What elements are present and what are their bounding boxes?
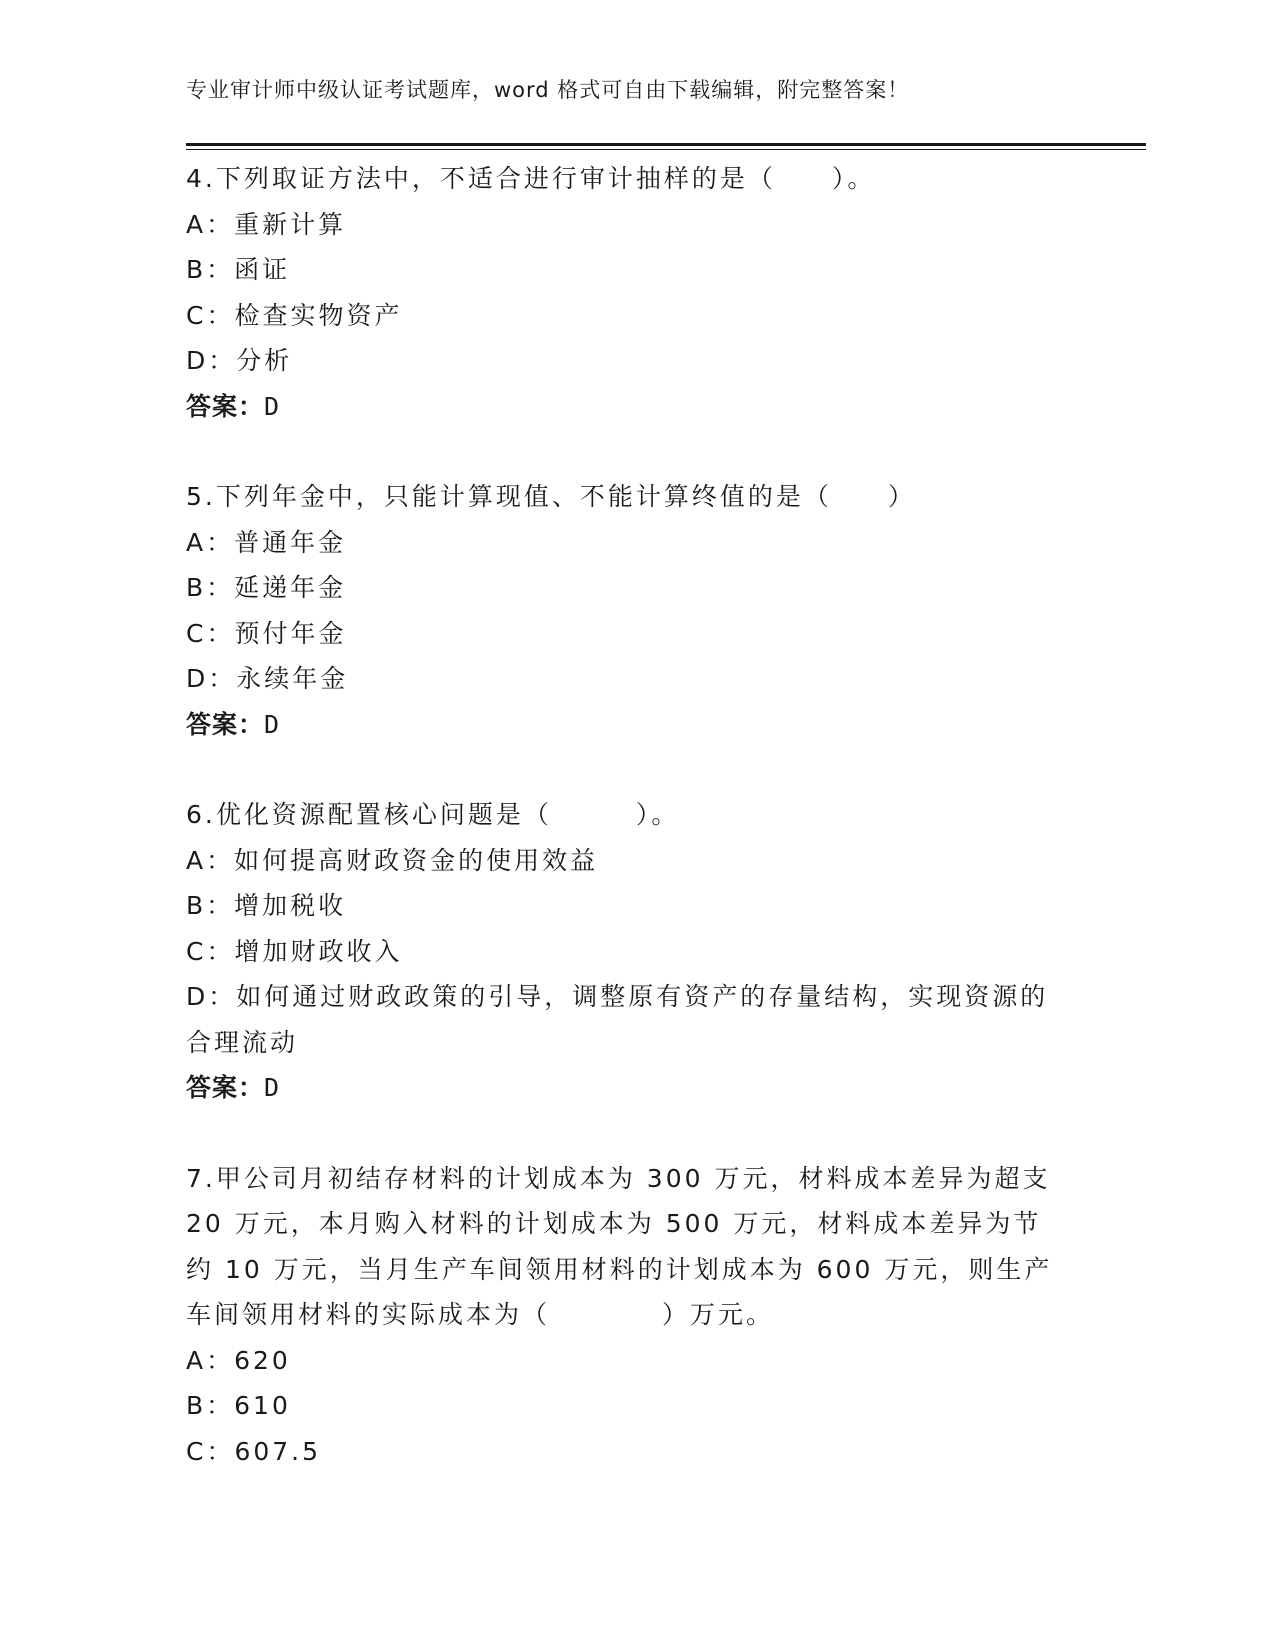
question-6 xyxy=(186,792,1086,1111)
answer-value: D xyxy=(264,709,281,739)
option-b: B：延递年金 xyxy=(186,573,347,602)
option-d: D：如何通过财政政策的引导，调整原有资产的存量结构，实现资源的合理流动 xyxy=(186,982,1049,1057)
option-c: C：增加财政收入 xyxy=(186,936,403,966)
option-c: C：预付年金 xyxy=(186,618,347,648)
question-5 xyxy=(186,474,1086,747)
option-a: A：重新计算 xyxy=(186,209,347,239)
option-d: D：分析 xyxy=(186,346,293,375)
question-stem: 5.下列年金中，只能计算现值、不能计算终值的是（ ） xyxy=(186,482,916,511)
answer-label: 答案： xyxy=(186,709,265,739)
option-a: A：620 xyxy=(186,1345,291,1375)
page-header: 专业审计师中级认证考试题库，word 格式可自由下载编辑，附完整答案！ xyxy=(186,78,910,102)
question-stem: 6.优化资源配置核心问题是（ ）。 xyxy=(186,800,680,829)
answer-value: D xyxy=(264,391,281,421)
question-7 xyxy=(186,1156,1086,1475)
answer xyxy=(186,384,1086,430)
option-d: D：永续年金 xyxy=(186,664,349,693)
question-list xyxy=(186,156,1086,1519)
question-4 xyxy=(186,156,1086,429)
answer xyxy=(186,1065,1086,1111)
answer-label: 答案： xyxy=(186,1073,265,1102)
question-stem: 4.下列取证方法中，不适合进行审计抽样的是（ ）。 xyxy=(186,164,876,193)
header-divider-thin xyxy=(186,149,1146,150)
option-b: B：增加税收 xyxy=(186,891,347,920)
option-c: C：检查实物资产 xyxy=(186,300,403,330)
question-stem: 7.甲公司月初结存材料的计划成本为 300 万元，材料成本差异为超支 20 万元，本月购入材料的计划成本为 500 万元，材料成本差异为节约 10 万元，当月生产车间领用材料的计划成本为 600 万元，则生产车间领用材料的实际成本为（ ）万元。 xyxy=(186,1163,1053,1329)
answer-label: 答案： xyxy=(186,391,265,421)
answer-value: D xyxy=(264,1073,281,1102)
option-a: A：如何提高财政资金的使用效益 xyxy=(186,845,599,875)
option-b: B：610 xyxy=(186,1391,291,1420)
option-a: A：普通年金 xyxy=(186,527,347,557)
header-divider-thick xyxy=(186,143,1146,146)
option-c: C：607.5 xyxy=(186,1436,322,1466)
option-b: B：函证 xyxy=(186,255,291,284)
answer xyxy=(186,702,1086,748)
